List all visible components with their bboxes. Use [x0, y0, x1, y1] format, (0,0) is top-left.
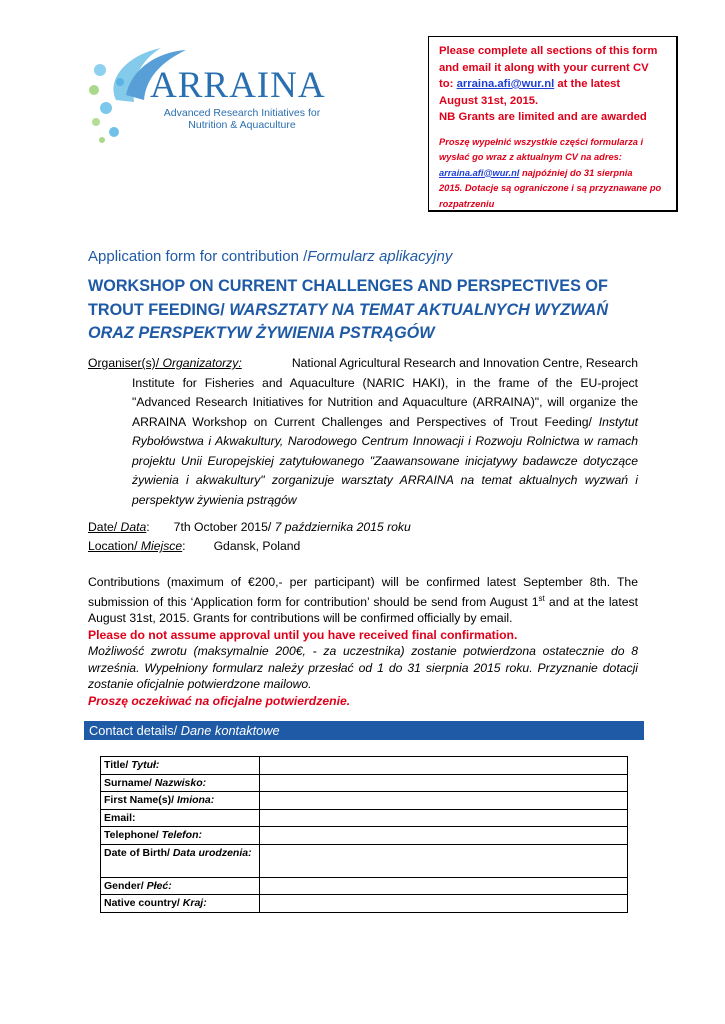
notice-pl-line2: wysłać go wraz z aktualnym CV na adres: [439, 152, 622, 162]
table-row [101, 757, 628, 775]
contributions-pl-warning: Proszę oczekiwać na oficjalne potwierdzenie. [88, 693, 351, 708]
contributions-en-part2: and at the latest August 31st, 2015. Grants for contributions will be confirmed officially by email. [88, 594, 638, 626]
title-input[interactable] [260, 757, 628, 775]
field-label-surname [101, 774, 260, 792]
label-pl: Płeć: [146, 879, 172, 892]
contact-form-table [100, 756, 628, 913]
notice-polish [439, 135, 676, 213]
organiser-text-en: Institute for Fisheries and Aquaculture (NARIC HAKI), in the frame of the EU-project "Advanced Research Initiatives for Nutrition and Aquaculture (ARRAINA)", will organize the ARRAINA Workshop on Current Challenges and Perspectives of Trout Feeding/ [132, 375, 638, 429]
contributions-sup: st [538, 593, 545, 603]
contact-header-pl: Dane kontaktowe [177, 723, 280, 738]
notice-en-line2: and email it along with your current CV [439, 61, 649, 74]
label-pl: Nazwisko: [154, 776, 207, 789]
location-label-en: Location/ [88, 539, 141, 553]
organiser-first-text: National Agricultural Research and Innovation Centre, Research [291, 356, 638, 370]
organiser-text-pl: Instytut Rybołówstwa i Akwakultury, Narodowego Centrum Innowacji i Rozwoju Rolnictwa w ramach projektu Unii Europejskiej zatytułowanego "Zaawansowane inicjatywy badawcze dotyczące żywienia i akwakultury" zorganizuje warsztaty ARRAINA na temat aktualnych wyzwań i perspektyw żywienia pstrągów [132, 414, 638, 507]
date-label-en: Date/ [88, 520, 121, 534]
submission-notice-box [428, 36, 678, 212]
location-label-pl: Miejsce [140, 539, 183, 553]
field-label-title [101, 757, 260, 775]
notice-grants: NB Grants are limited and are awarded [439, 111, 647, 123]
label-en: Email: [104, 811, 136, 824]
email-input[interactable] [260, 809, 628, 827]
workshop-title [88, 275, 648, 346]
organiser-label-en: Organiser(s)/ [88, 356, 160, 370]
field-label-date-of-birth [101, 844, 260, 877]
date-value-pl: 7 października 2015 roku [274, 520, 411, 534]
workshop-title-en: WORKSHOP ON CURRENT CHALLENGES AND PERSPECTIVES OF TROUT FEEDING/ [88, 277, 608, 319]
table-row [101, 792, 628, 810]
label-en: Gender/ [104, 879, 147, 892]
location-row [88, 537, 411, 556]
contributions-pl: Możliwość zwrotu (maksymalnie 200€, - za uczestnika) zostanie potwierdzona ostatecznie do 8 września. Wypełniony formularz należy przesłać od 1 do 31 sierpnia 2015 roku. Przyznanie dotacji zostanie oficjalnie potwierdzone mailowo. [88, 644, 638, 692]
organiser-label [88, 354, 242, 374]
date-location [88, 518, 411, 556]
notice-pl-line5: rozpatrzeniu [439, 198, 495, 209]
workshop-title-pl: WARSZTATY NA TEMAT AKTUALNYCH WYZWAŃ ORAZ PERSPEKTYW ŻYWIENIA PSTRĄGÓW [88, 300, 609, 342]
organiser-first-line [88, 354, 638, 374]
organiser-label-pl: Organizatorzy: [159, 356, 242, 370]
notice-deadline-text: at the latest [554, 78, 621, 90]
label-en: Title/ [104, 759, 132, 771]
contributions-en [88, 574, 638, 627]
table-row [101, 774, 628, 792]
field-label-email [101, 809, 260, 827]
field-label-gender [101, 877, 260, 895]
first-names-input[interactable] [260, 792, 628, 810]
logo-wordmark: ARRAINA [150, 65, 326, 106]
label-en: Date of Birth/ [104, 846, 173, 859]
field-label-telephone [101, 827, 260, 845]
location-value: Gdansk, Poland [213, 539, 301, 553]
organiser-section [88, 354, 638, 510]
table-row [101, 877, 628, 895]
label-en: Telephone/ [104, 829, 162, 841]
contributions-en-part1: Contributions (maximum of €200,- per participant) will be confirmed latest September 8th. The submission of this ‘Application form for contribution’ should be send from August 1 [88, 575, 638, 609]
date-label-pl: Data [120, 520, 147, 534]
date-colon: : [146, 520, 150, 534]
label-pl: Imiona: [176, 794, 215, 806]
application-title-en: Application form for contribution / [88, 248, 308, 265]
notice-en-line1: Please complete all sections of this form [439, 45, 658, 57]
date-value-en: 7th October 2015/ [173, 520, 275, 534]
label-en: Native country/ [104, 897, 183, 909]
date-row [88, 518, 411, 537]
location-colon: : [182, 539, 186, 553]
table-row [101, 809, 628, 827]
table-row [101, 827, 628, 845]
gender-input[interactable] [260, 877, 628, 895]
label-pl: Kraj: [182, 897, 207, 909]
logo-tagline-line2: Nutrition & Aquaculture [188, 119, 296, 131]
contributions-section [88, 574, 638, 709]
notice-pl-email-line [439, 166, 676, 182]
telephone-input[interactable] [260, 827, 628, 845]
logo-tagline-line1: Advanced Research Initiatives for [163, 107, 321, 119]
native-country-input[interactable] [260, 895, 628, 913]
notice-pl-line1: Proszę wypełnić wszystkie części formularza i [439, 136, 644, 147]
table-row [101, 844, 628, 877]
logo-tagline [152, 107, 332, 131]
notice-pl-email-link[interactable]: arraina.afi@wur.nl [439, 167, 520, 178]
date-of-birth-input[interactable] [260, 844, 628, 877]
label-en: First Name(s)/ [104, 794, 177, 806]
notice-pl-deadline: najpóźniej do 31 sierpnia [519, 167, 633, 178]
organiser-body [88, 374, 638, 511]
notice-to: to: [439, 78, 457, 90]
application-title-pl: Formularz aplikacyjny [307, 248, 453, 265]
surname-input[interactable] [260, 774, 628, 792]
notice-deadline-date: August 31st, 2015. [439, 94, 539, 107]
application-title [88, 248, 452, 265]
label-pl: Tytuł: [131, 759, 160, 771]
contact-header-en: Contact details/ [89, 723, 178, 738]
label-pl: Telefon: [161, 829, 203, 841]
contributions-en-warning: Please do not assume approval until you have received final confirmation. [88, 627, 518, 642]
contact-details-header [84, 721, 644, 740]
notice-pl-line4: 2015. Dotacje są ograniczone i są przyznawane po [439, 183, 662, 193]
label-pl: Data urodzenia: [172, 846, 252, 859]
notice-email-link[interactable]: arraina.afi@wur.nl [456, 78, 555, 90]
table-row [101, 895, 628, 913]
field-label-native-country [101, 895, 260, 913]
label-en: Surname/ [104, 776, 155, 789]
field-label-first-names [101, 792, 260, 810]
notice-en-email-line [439, 76, 676, 93]
